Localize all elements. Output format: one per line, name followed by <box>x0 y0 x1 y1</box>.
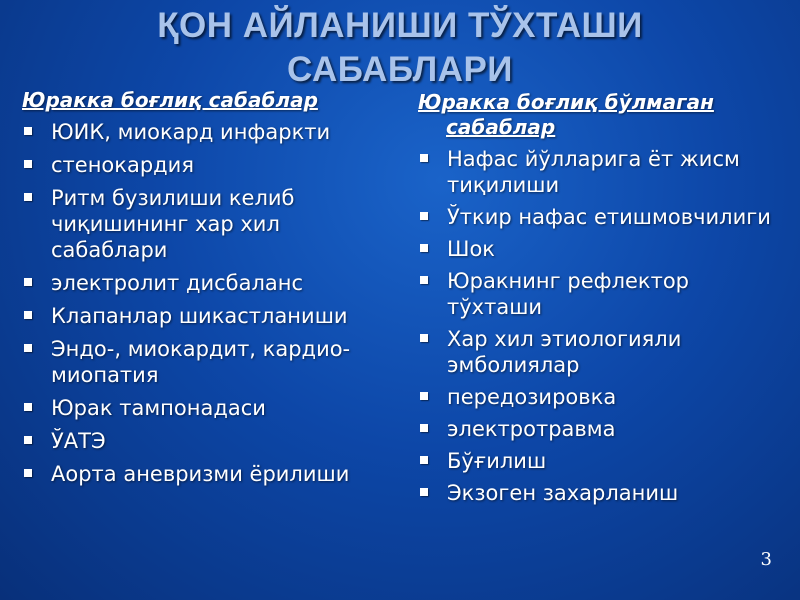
list-item <box>22 461 402 487</box>
square-bullet-icon <box>420 424 428 432</box>
list-item <box>22 270 402 296</box>
list-item <box>418 146 788 198</box>
list-item <box>22 428 402 454</box>
slide-title-line-2: САБАБЛАРИ <box>287 50 513 89</box>
slide-title-line-1: ҚОН АЙЛАНИШИ ТЎХТАШИ <box>157 6 643 45</box>
list-item-text: Юракнинг рефлектор тўхташи <box>447 269 690 319</box>
cardiac-causes-column <box>22 88 402 494</box>
page-number: 3 <box>760 549 772 570</box>
list-item-text: электролит дисбаланс <box>51 271 304 295</box>
square-bullet-icon <box>420 392 428 400</box>
list-item <box>22 152 402 178</box>
non-cardiac-causes-column <box>418 90 788 512</box>
square-bullet-icon <box>24 278 32 286</box>
non-cardiac-heading-line-2: сабаблар <box>446 115 556 139</box>
square-bullet-icon <box>24 469 32 477</box>
list-item <box>418 384 788 410</box>
list-item <box>418 204 788 230</box>
square-bullet-icon <box>420 488 428 496</box>
list-item-text: Ритм бузилиши келиб чиқишининг хар хил сабаблари <box>51 186 295 262</box>
non-cardiac-heading-line-1: Юракка боғлиқ бўлмаган <box>418 90 714 114</box>
square-bullet-icon <box>24 160 32 168</box>
square-bullet-icon <box>420 212 428 220</box>
list-item <box>418 416 788 442</box>
list-item-text: Бўғилиш <box>447 449 547 473</box>
cardiac-causes-heading: Юракка боғлиқ сабаблар <box>22 88 318 112</box>
list-item-text: ЎАТЭ <box>51 429 106 453</box>
list-item <box>22 395 402 421</box>
list-item-text: передозировка <box>447 385 617 409</box>
list-item-text: Ўткир нафас етишмовчилиги <box>447 205 771 229</box>
list-item <box>418 268 788 320</box>
non-cardiac-causes-list <box>418 146 788 506</box>
square-bullet-icon <box>420 244 428 252</box>
list-item-text: стенокардия <box>51 153 194 177</box>
list-item <box>418 236 788 262</box>
square-bullet-icon <box>24 344 32 352</box>
square-bullet-icon <box>24 311 32 319</box>
list-item-text: Хар хил этиологияли эмболиялар <box>447 327 682 377</box>
list-item-text: Клапанлар шикастланиши <box>51 304 348 328</box>
square-bullet-icon <box>24 403 32 411</box>
list-item <box>418 480 788 506</box>
list-item-text: Аорта аневризми ёрилиши <box>51 462 350 486</box>
list-item <box>418 448 788 474</box>
list-item-text: Нафас йўлларига ёт жисм тиқилиши <box>447 147 740 197</box>
list-item-text: ЮИК, миокард инфаркти <box>51 120 331 144</box>
list-item-text: Эндо-, миокардит, кардио-миопатия <box>51 337 351 387</box>
square-bullet-icon <box>420 154 428 162</box>
square-bullet-icon <box>24 127 32 135</box>
square-bullet-icon <box>420 456 428 464</box>
list-item <box>22 185 402 263</box>
cardiac-causes-list <box>22 119 402 487</box>
list-item-text: Экзоген захарланиш <box>447 481 679 505</box>
square-bullet-icon <box>420 334 428 342</box>
square-bullet-icon <box>24 436 32 444</box>
non-cardiac-causes-heading <box>418 90 788 140</box>
list-item-text: электротравма <box>447 417 616 441</box>
list-item-text: Юрак тампонадаси <box>51 396 266 420</box>
list-item <box>22 303 402 329</box>
list-item <box>22 336 402 388</box>
square-bullet-icon <box>420 276 428 284</box>
square-bullet-icon <box>24 193 32 201</box>
list-item-text: Шок <box>447 237 495 261</box>
slide-title <box>0 4 800 92</box>
list-item <box>418 326 788 378</box>
list-item <box>22 119 402 145</box>
